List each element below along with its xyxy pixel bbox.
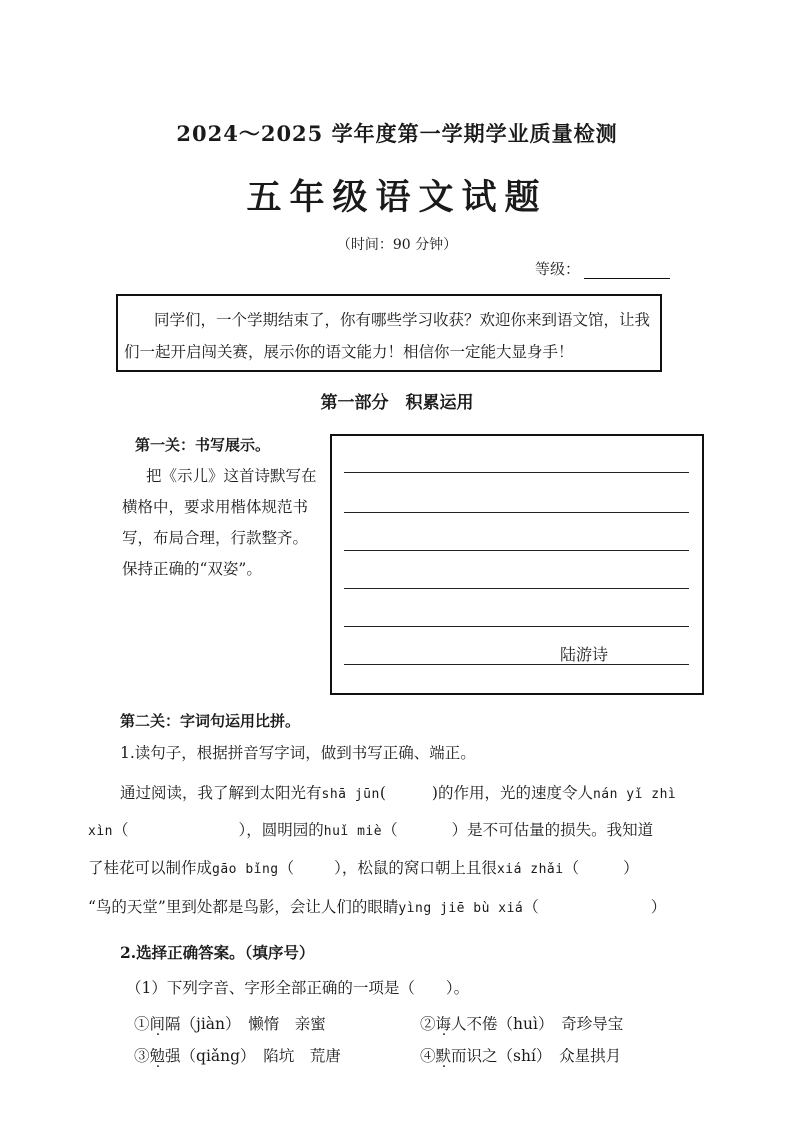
pinyin: xiá zhǎi bbox=[496, 862, 564, 877]
poem-author: 陆游诗 bbox=[560, 645, 609, 664]
q1-text: ，松鼠的窝口朝上且很 bbox=[341, 859, 497, 877]
writing-line[interactable] bbox=[344, 550, 689, 551]
intro-text: 同学们，一个学期结束了，你有哪些学习收获？欢迎你来到语文馆，让我们一起开启闯关赛，展示你的语文能力！相信你一定能大显身手！ bbox=[124, 311, 651, 361]
grade-blank[interactable] bbox=[584, 264, 670, 279]
pinyin: shā jūn bbox=[321, 787, 380, 802]
option-text: 隔（jiàn） 懒惰 亲蜜 bbox=[165, 1015, 326, 1033]
q1-line-2: xìn（ ），圆明园的huǐ miè（ ）是不可估量的损失。我知道 bbox=[88, 821, 654, 839]
pinyin: yìng jiē bù xiá bbox=[398, 901, 524, 916]
time-note: （时间：90 分钟） bbox=[336, 237, 458, 253]
pinyin: nán yǐ zhì bbox=[592, 787, 677, 802]
option-number: ③ bbox=[134, 1047, 150, 1065]
q2-title: 2.选择正确答案。（填序号） bbox=[120, 943, 315, 962]
option-text: 强（qiǎng） 陷坑 荒唐 bbox=[165, 1047, 341, 1065]
option-1[interactable] bbox=[134, 1012, 326, 1034]
q1-text: ，圆明园的 bbox=[246, 821, 324, 839]
section-heading: 第一部分 积累运用 bbox=[320, 393, 474, 413]
level1-title: 第一关：书写展示。 bbox=[135, 436, 271, 454]
q1-line-4: “鸟的天堂”里到处都是鸟影，会让人们的眼睛yìng jiē bù xiá（ ） bbox=[88, 898, 667, 916]
exam-header-title: 2024～2025 学年度第一学期学业质量检测 bbox=[176, 121, 618, 146]
option-number: ① bbox=[134, 1015, 150, 1033]
writing-line[interactable] bbox=[344, 472, 689, 473]
pinyin: gāo bǐng bbox=[212, 862, 279, 877]
emphasis-char: 默 bbox=[435, 1047, 452, 1065]
writing-line[interactable] bbox=[344, 626, 689, 627]
emphasis-char: 间 bbox=[149, 1015, 166, 1033]
q1-title: 1.读句子，根据拼音写字词，做到书写正确、端正。 bbox=[120, 744, 476, 762]
option-text: 而识之（shí） 众星拱月 bbox=[451, 1047, 622, 1065]
q1-line-3: 了桂花可以制作成gāo bǐng（ ），松鼠的窝口朝上且很xiá zhǎi（ ） bbox=[88, 859, 639, 877]
level1-instruction: 把《示儿》这首诗默写在横格中，要求用楷体规范书写，布局合理，行款整齐。保持正确的“双姿”。 bbox=[122, 467, 317, 578]
q1-text: 通过阅读，我了解到太阳光有 bbox=[120, 784, 322, 802]
writing-line[interactable] bbox=[344, 664, 689, 665]
grade-label: 等级： bbox=[535, 260, 581, 278]
option-2[interactable] bbox=[420, 1012, 623, 1034]
q1-text: “鸟的天堂”里到处都是鸟影，会让人们的眼睛 bbox=[88, 898, 399, 916]
option-3[interactable] bbox=[134, 1044, 341, 1066]
writing-box[interactable] bbox=[330, 434, 704, 695]
writing-line[interactable] bbox=[344, 588, 689, 589]
q1-text: 了桂花可以制作成 bbox=[88, 859, 213, 877]
grade-field bbox=[535, 258, 670, 279]
emphasis-char: 勉 bbox=[149, 1047, 166, 1065]
writing-line[interactable] bbox=[344, 512, 689, 513]
subject-title: 五年级语文试题 bbox=[246, 177, 548, 218]
pinyin: xìn bbox=[88, 824, 113, 839]
level2-title: 第二关：字词句运用比拼。 bbox=[120, 712, 301, 730]
option-text: 人不倦（huì） 奇珍导宝 bbox=[451, 1015, 624, 1033]
q1-line-1: 通过阅读，我了解到太阳光有shā jūn( )的作用，光的速度令人nán yǐ zhì bbox=[120, 784, 677, 802]
emphasis-char: 诲 bbox=[435, 1015, 452, 1033]
q1-text: 是不可估量的损失。我知道 bbox=[467, 821, 654, 839]
option-number: ② bbox=[420, 1015, 436, 1033]
q2-sub1: （1）下列字音、字形全部正确的一项是（ ）。 bbox=[126, 979, 470, 997]
option-number: ④ bbox=[420, 1047, 436, 1065]
q1-text: 的作用，光的速度令人 bbox=[437, 784, 593, 802]
pinyin: huǐ miè bbox=[323, 824, 383, 839]
option-4[interactable] bbox=[420, 1044, 621, 1066]
